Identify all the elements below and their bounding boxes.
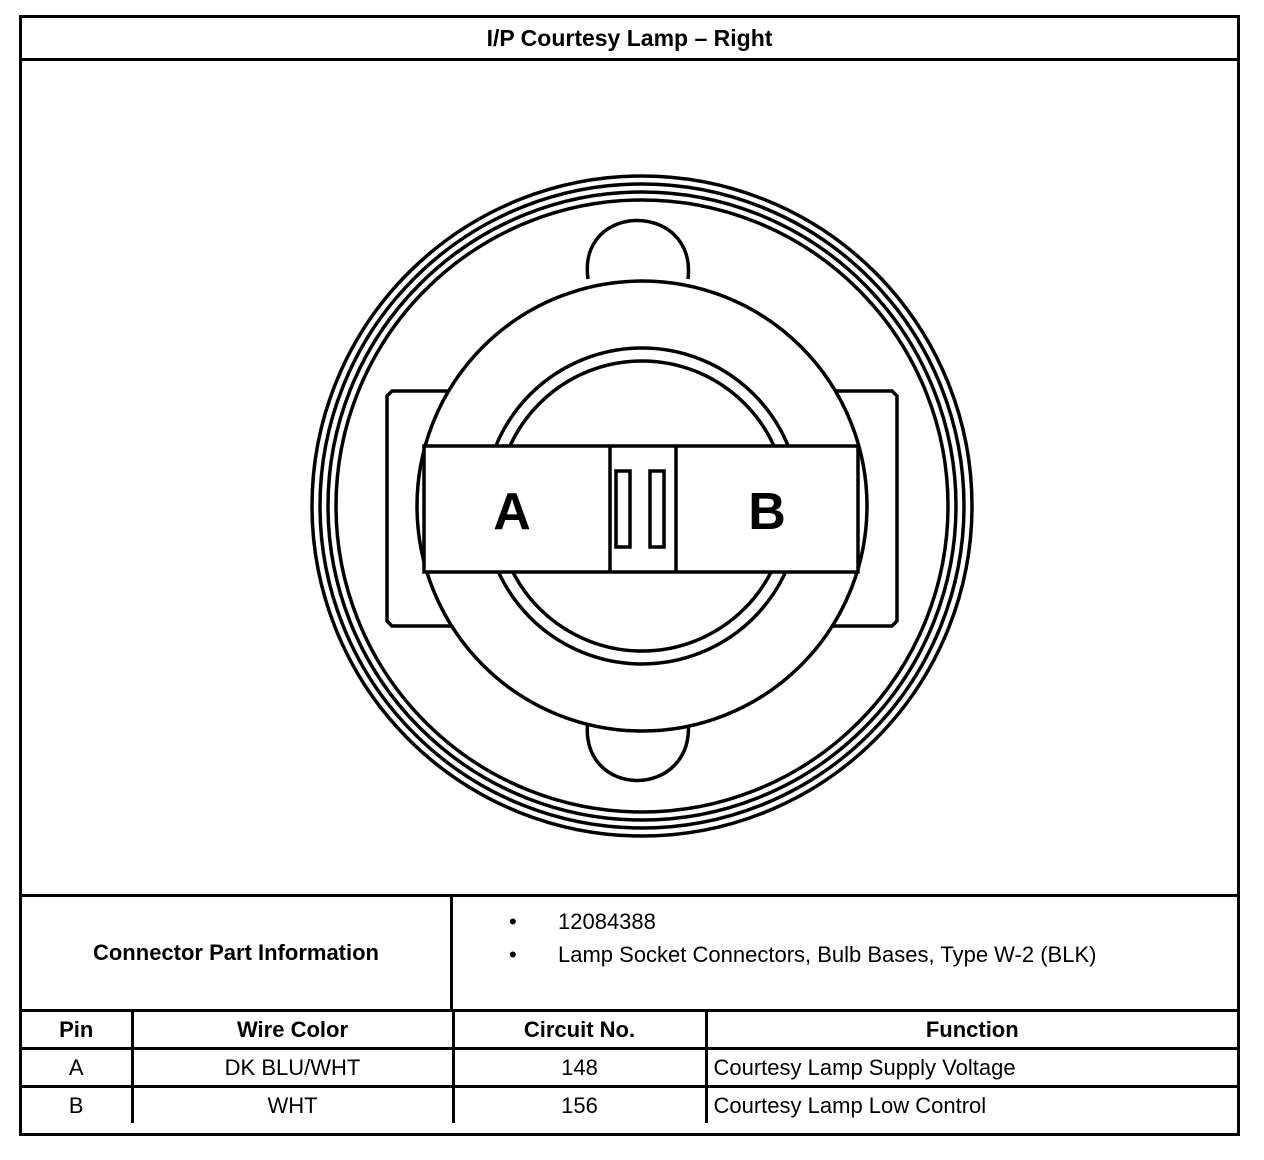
- connector-face-drawing: [22, 61, 1237, 894]
- pin-table: [22, 1012, 1237, 1123]
- connector-part-information: [22, 894, 1237, 1012]
- bullet-icon: •: [509, 942, 517, 967]
- header-function: Function: [706, 1012, 1237, 1049]
- connector-info-label: Connector Part Information: [22, 897, 453, 1009]
- cell-pin: B: [22, 1087, 132, 1124]
- cell-wire-color: WHT: [132, 1087, 453, 1124]
- pin-b-label: B: [748, 483, 786, 541]
- table-row: [22, 1049, 1237, 1087]
- terminal-block: [424, 446, 858, 572]
- list-item: [453, 938, 1237, 971]
- cell-circuit: 148: [453, 1049, 706, 1087]
- table-row: [22, 1087, 1237, 1124]
- list-item: [453, 905, 1237, 938]
- cell-function: Courtesy Lamp Low Control: [706, 1087, 1237, 1124]
- cell-pin: A: [22, 1049, 132, 1087]
- part-number: 12084388: [558, 909, 656, 934]
- connector-diagram: [22, 61, 1237, 894]
- connector-info-list: [453, 897, 1237, 1017]
- table-header-row: [22, 1012, 1237, 1049]
- page-title: I/P Courtesy Lamp – Right: [22, 18, 1237, 61]
- connector-description: Lamp Socket Connectors, Bulb Bases, Type W-2 (BLK): [558, 942, 1097, 967]
- pin-a-label: A: [493, 483, 531, 541]
- cell-wire-color: DK BLU/WHT: [132, 1049, 453, 1087]
- bullet-icon: •: [509, 909, 517, 934]
- top-lobe: [587, 221, 688, 280]
- header-circuit: Circuit No.: [453, 1012, 706, 1049]
- cell-circuit: 156: [453, 1087, 706, 1124]
- header-wire-color: Wire Color: [132, 1012, 453, 1049]
- header-pin: Pin: [22, 1012, 132, 1049]
- cell-function: Courtesy Lamp Supply Voltage: [706, 1049, 1237, 1087]
- connector-sheet: [19, 15, 1240, 1136]
